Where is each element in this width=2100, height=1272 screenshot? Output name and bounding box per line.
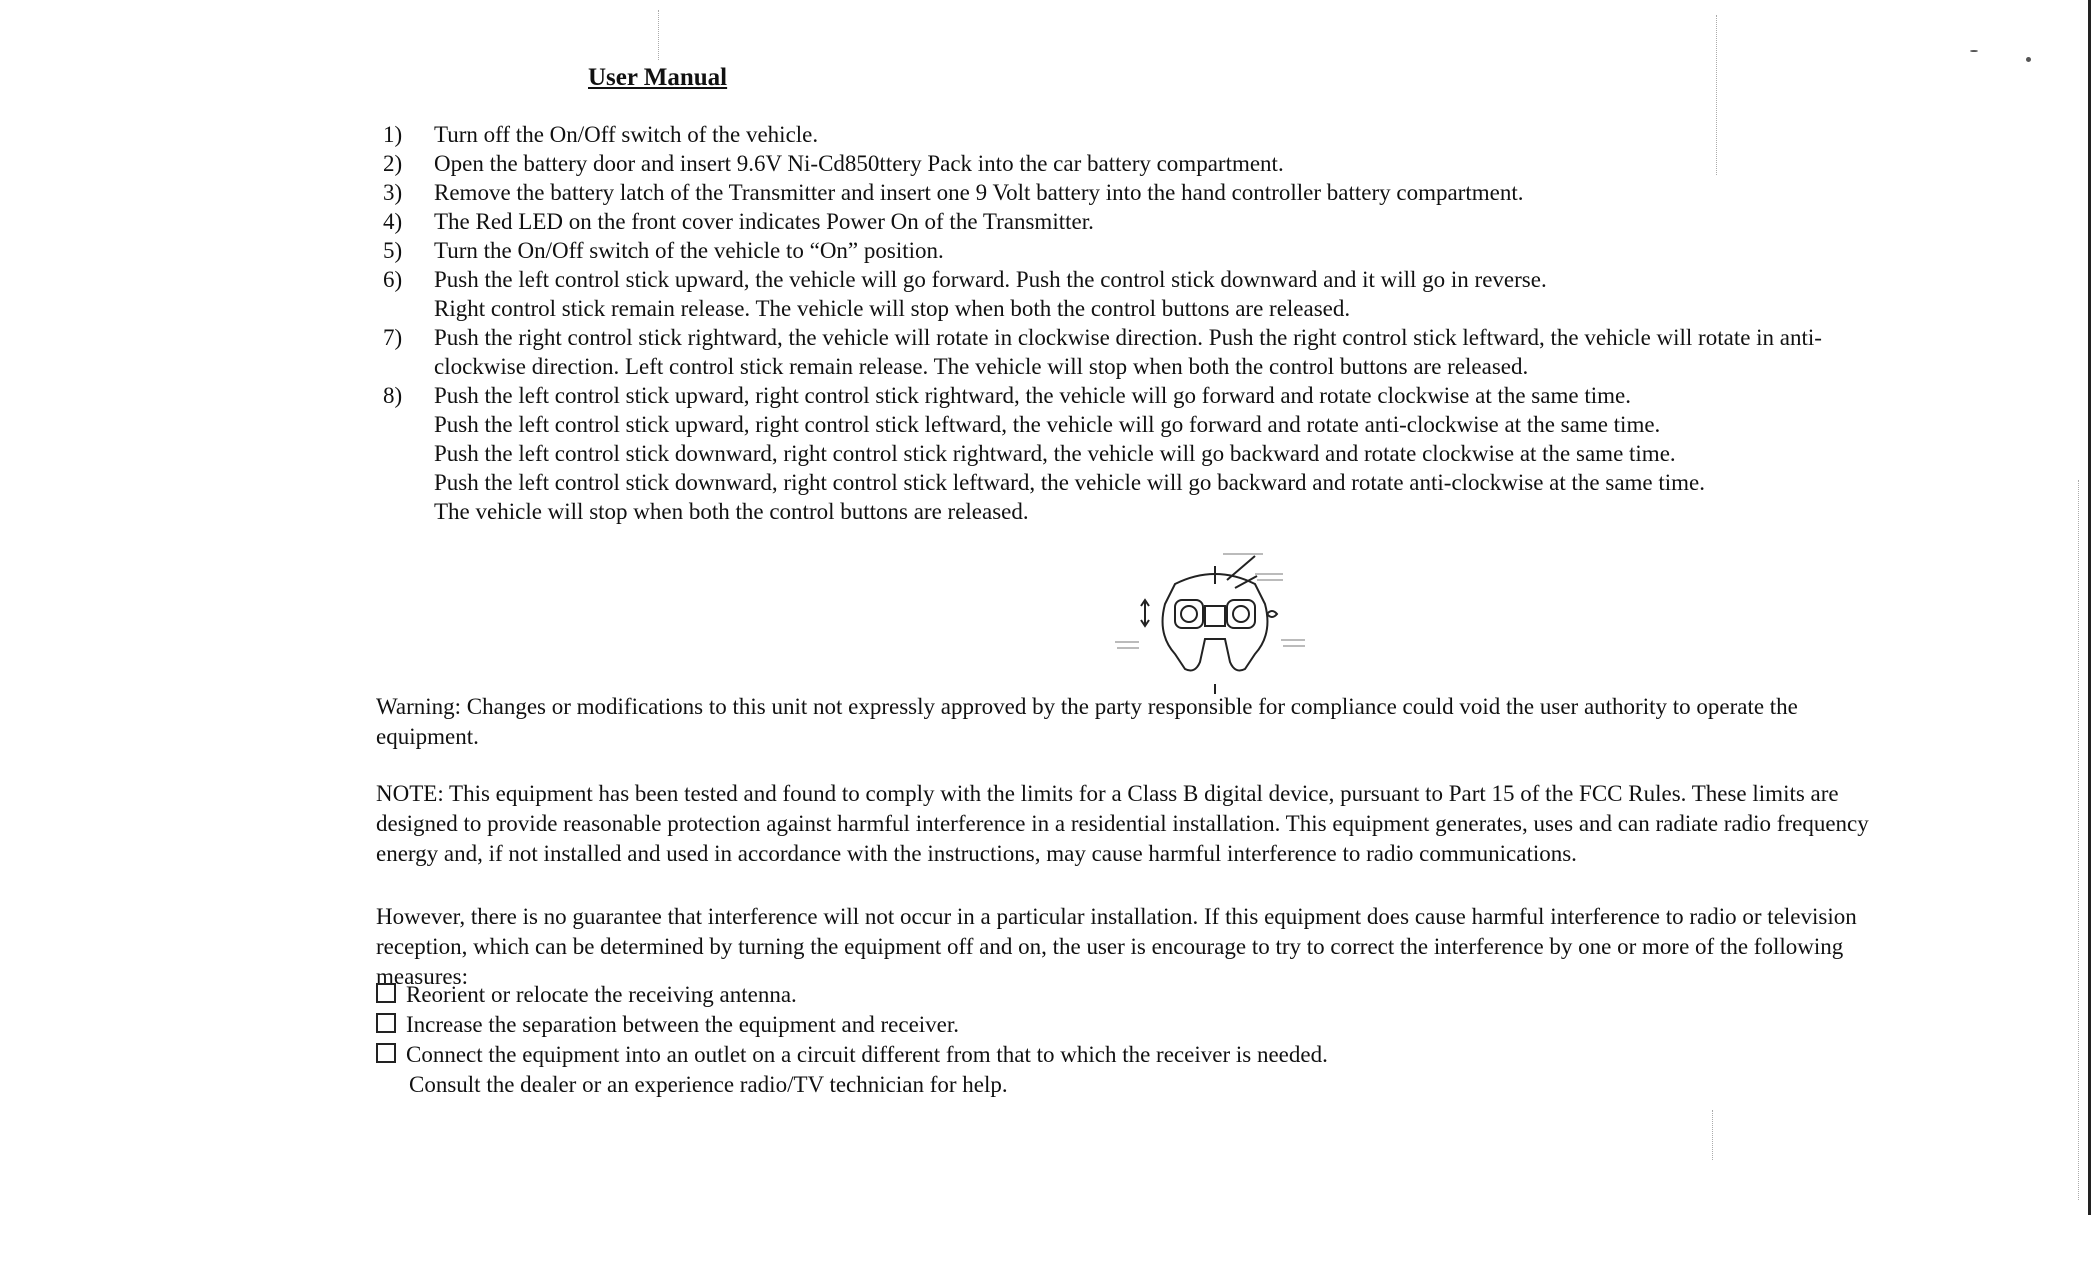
- scan-edge-line: [2088, 0, 2091, 1215]
- step-number: 3): [383, 180, 403, 205]
- note-line: designed to provide reasonable protection against harmful interference in a residential installation. This equipment generates, uses and can radiate radio frequency: [376, 811, 1869, 836]
- step-text: Turn the On/Off switch of the vehicle to “On” position.: [434, 238, 944, 263]
- step-number: 6): [383, 267, 403, 292]
- step-3: [383, 178, 2003, 207]
- scan-speck: [1970, 50, 1978, 52]
- measures-list: [376, 980, 1328, 1100]
- step-text: Remove the battery latch of the Transmitter and insert one 9 Volt battery into the hand controller battery compartment.: [434, 180, 1524, 205]
- measure-item: [376, 1040, 1328, 1070]
- however-line: measures:: [376, 964, 468, 989]
- scan-dotted-line: [1712, 1110, 1713, 1160]
- measure-text: Connect the equipment into an outlet on a circuit different from that to which the receiver is needed.: [406, 1042, 1328, 1067]
- warning-line: equipment.: [376, 724, 479, 749]
- step-text: Turn off the On/Off switch of the vehicle.: [434, 122, 819, 147]
- checkbox-icon: [376, 983, 396, 1003]
- controller-diagram: [1105, 544, 1325, 694]
- step-2: [383, 149, 2003, 178]
- instruction-steps: [383, 120, 2003, 526]
- step-number: 1): [383, 122, 403, 147]
- page-title: User Manual: [588, 64, 728, 91]
- step-number: 4): [383, 209, 403, 234]
- step-text: Push the right control stick rightward, the vehicle will rotate in clockwise direction. Push the right control stick leftward, the vehicle will rotate in anti-: [434, 325, 1822, 350]
- step-6: [383, 265, 2003, 323]
- step-8: [383, 381, 2003, 526]
- scan-speck: [2026, 57, 2031, 62]
- interference-paragraph: [376, 902, 2016, 992]
- step-text: clockwise direction. Left control stick remain release. The vehicle will stop when both the control buttons are released.: [434, 354, 1529, 379]
- step-text: The Red LED on the front cover indicates Power On of the Transmitter.: [434, 209, 1094, 234]
- however-line: However, there is no guarantee that interference will not occur in a particular installation. If this equipment does cause harmful interference to radio or television: [376, 904, 1857, 929]
- note-line: energy and, if not installed and used in accordance with the instructions, may cause harmful interference to radio communications.: [376, 841, 1577, 866]
- step-text: Push the left control stick upward, the vehicle will go forward. Push the control stick downward and it will go in reverse.: [434, 267, 1547, 292]
- step-text: Push the left control stick upward, right control stick leftward, the vehicle will go forward and rotate anti-clockwise at the same time.: [434, 412, 1661, 437]
- measure-text: Reorient or relocate the receiving antenna.: [406, 982, 797, 1007]
- step-1: [383, 120, 2003, 149]
- step-text: Push the left control stick upward, right control stick rightward, the vehicle will go forward and rotate clockwise at the same time.: [434, 383, 1631, 408]
- warning-line: Warning: Changes or modifications to this unit not expressly approved by the party responsible for compliance could void the user authority to operate the: [376, 694, 1798, 719]
- step-text: The vehicle will stop when both the control buttons are released.: [434, 499, 1029, 524]
- scan-dotted-line: [658, 10, 659, 60]
- step-number: 8): [383, 383, 403, 408]
- fcc-note-paragraph: [376, 779, 2016, 869]
- step-number: 7): [383, 325, 403, 350]
- scan-dotted-line: [1716, 15, 1717, 175]
- warning-paragraph: [376, 692, 2016, 752]
- step-text: Right control stick remain release. The vehicle will stop when both the control buttons are released.: [434, 296, 1351, 321]
- step-text: Push the left control stick downward, right control stick leftward, the vehicle will go backward and rotate anti-clockwise at the same time.: [434, 470, 1706, 495]
- scan-dotted-line: [2078, 480, 2079, 1200]
- note-line: NOTE: This equipment has been tested and found to comply with the limits for a Class B digital device, pursuant to Part 15 of the FCC Rules. These limits are: [376, 781, 1839, 806]
- step-7: [383, 323, 2003, 381]
- step-text: Open the battery door and insert 9.6V Ni-Cd850ttery Pack into the car battery compartment.: [434, 151, 1284, 176]
- consult-line: Consult the dealer or an experience radio/TV technician for help.: [409, 1072, 1008, 1097]
- measure-text: Increase the separation between the equipment and receiver.: [406, 1012, 960, 1037]
- measure-item: [376, 1010, 1328, 1040]
- step-number: 2): [383, 151, 403, 176]
- step-text: Push the left control stick downward, right control stick rightward, the vehicle will go backward and rotate clockwise at the same time.: [434, 441, 1676, 466]
- however-line: reception, which can be determined by turning the equipment off and on, the user is encourage to try to correct the interference by one or more of the following: [376, 934, 1844, 959]
- measure-item: [376, 980, 1328, 1010]
- step-4: [383, 207, 2003, 236]
- step-5: [383, 236, 2003, 265]
- checkbox-icon: [376, 1013, 396, 1033]
- step-number: 5): [383, 238, 403, 263]
- checkbox-icon: [376, 1043, 396, 1063]
